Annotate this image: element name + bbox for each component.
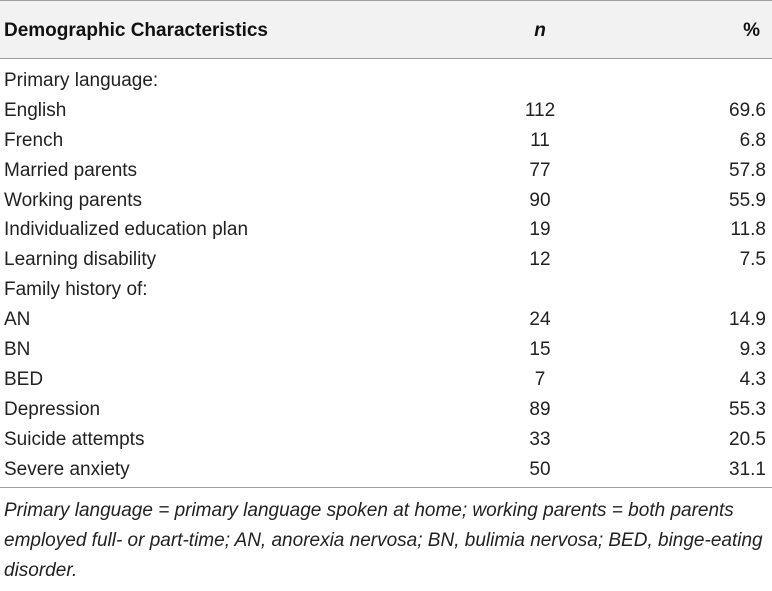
row-n: 11: [530, 129, 550, 151]
header-percent: %: [743, 20, 760, 41]
table-row: [0, 305, 772, 335]
row-label: French: [4, 129, 64, 151]
row-percent: 31.1: [729, 458, 766, 480]
table-row: [0, 395, 772, 425]
row-label: BED: [4, 368, 44, 390]
row-label: Married parents: [4, 159, 138, 181]
row-label: English: [4, 99, 67, 121]
row-percent: 55.9: [729, 189, 766, 211]
row-label: Primary language:: [4, 70, 159, 91]
header-n: n: [534, 20, 546, 41]
row-n: 90: [529, 189, 551, 211]
header-characteristic: Demographic Characteristics: [4, 20, 268, 41]
row-percent: 57.8: [729, 159, 766, 181]
row-percent: 14.9: [729, 309, 766, 331]
row-percent: 7.5: [739, 249, 766, 271]
row-label: Suicide attempts: [4, 428, 145, 450]
row-n: 77: [529, 159, 551, 181]
table-body: [0, 66, 772, 484]
row-percent: 69.6: [729, 99, 766, 121]
row-label: Learning disability: [4, 249, 157, 271]
row-label: Severe anxiety: [4, 458, 130, 480]
row-n: 12: [529, 249, 551, 271]
table-row: [0, 186, 772, 216]
table-row: [0, 425, 772, 455]
table-row: [0, 245, 772, 275]
table-row: [0, 215, 772, 245]
row-percent: 6.8: [739, 129, 766, 151]
table-bottom-rule: [0, 487, 772, 488]
row-percent: 11.8: [730, 219, 766, 241]
row-percent: 4.3: [739, 368, 766, 390]
table-footnote: Primary language = primary language spoken at home; working parents = both parents employed full- or part-time; AN, anorexia nervosa; BN, bulimia nervosa; BED, binge-eating disorder.: [4, 500, 763, 581]
table-header: [0, 0, 772, 59]
row-label: Working parents: [4, 189, 142, 211]
table-row: [0, 126, 772, 156]
row-n: 50: [529, 458, 551, 480]
table-row: [0, 275, 772, 305]
row-label: Family history of:: [4, 279, 148, 301]
row-label: Individualized education plan: [4, 219, 249, 241]
row-label: AN: [4, 309, 31, 331]
row-n: 33: [529, 428, 551, 450]
row-percent: 20.5: [729, 428, 766, 450]
row-n: 24: [529, 309, 551, 331]
table-row: [0, 455, 772, 485]
row-n: 19: [529, 219, 551, 241]
row-n: 89: [529, 398, 551, 420]
table-row: [0, 96, 772, 126]
table-row: [0, 66, 772, 96]
table-row: [0, 156, 772, 186]
row-label: Depression: [4, 398, 101, 420]
row-n: 15: [529, 339, 551, 361]
table-row: [0, 335, 772, 365]
row-percent: 55.3: [729, 398, 766, 420]
row-n: 112: [524, 99, 556, 121]
table-row: [0, 365, 772, 395]
row-label: BN: [4, 339, 31, 361]
row-n: 7: [534, 368, 546, 390]
row-percent: 9.3: [739, 339, 766, 361]
